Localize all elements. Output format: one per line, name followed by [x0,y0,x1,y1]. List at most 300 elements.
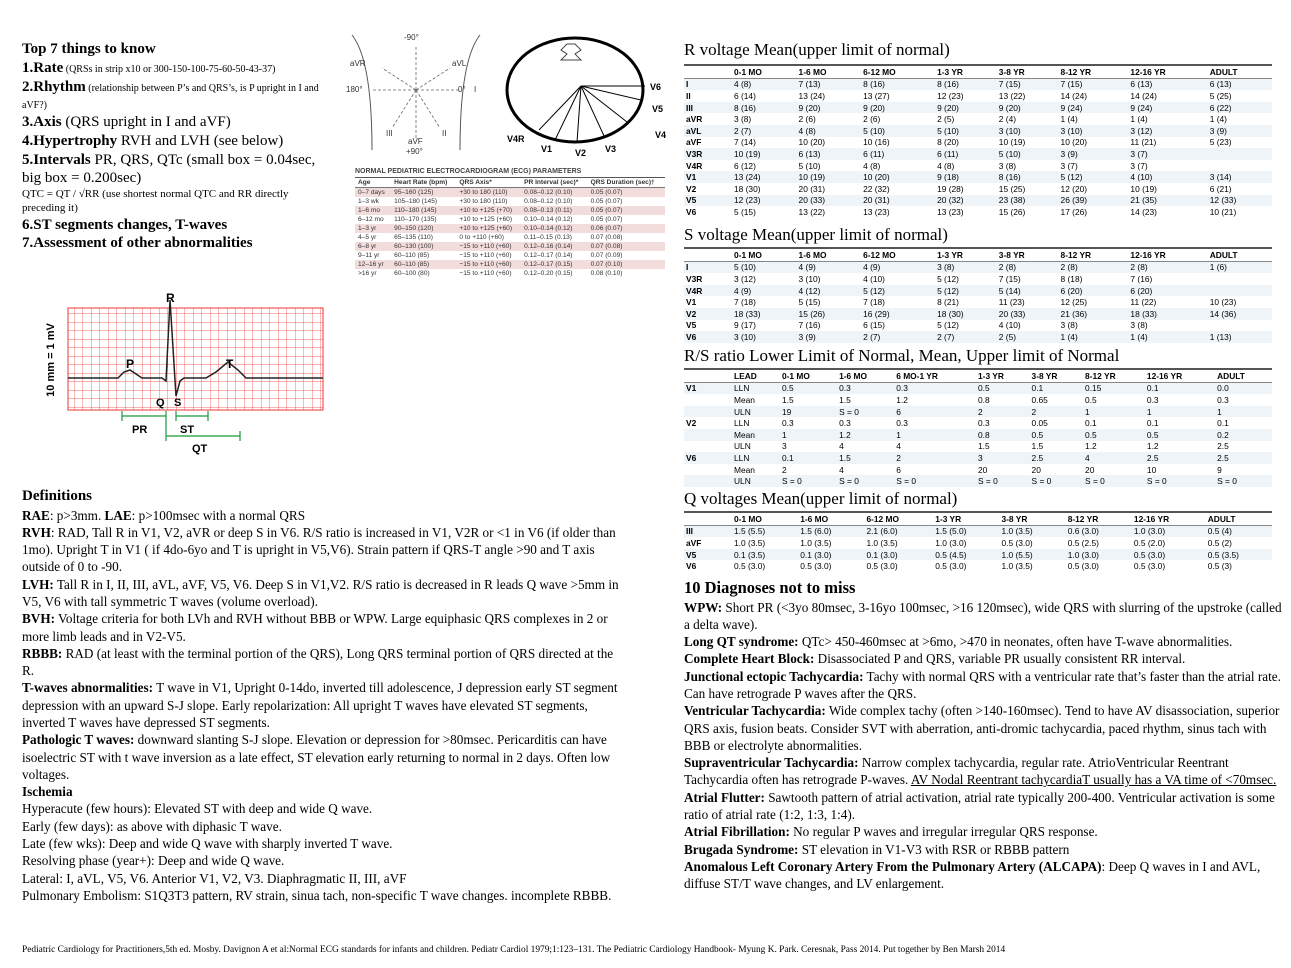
table-cell: 11 (21) [1130,137,1157,148]
def-lae: : p>100msec with a normal QRS [131,507,306,523]
table-cell: 1 [1215,406,1272,418]
table-cell: 1 (4) [1209,114,1227,125]
dx-svt: Narrow complex tachycardia, regular rate. AtrioVentricular Reentrant Tachycardia often has retrograde P-waves. [684,755,1229,788]
table-cell: 7 (15) [998,273,1021,284]
table-cell: 18 (33) [1128,308,1207,320]
table-cell: 7 (18) [863,297,885,308]
table-cell: aVF [686,137,702,148]
table-cell: 0.6 (3.0) [1066,525,1132,537]
table-cell: 6 (11) [861,148,935,160]
table-cell: 5 (10) [997,148,1059,160]
ecg-label-st: ST [180,424,195,436]
def-pulmonary-embolism: Pulmonary Embolism: S1Q3T3 pattern, RV strain, sinua tach, non-specific T wave changes. incomplete RBBB. [22,887,612,903]
dx-jet: Tachy with normal QRS with a ventricular rate that’s faster than the atrial rate. Can have retrograde P waves after the QRS. [684,668,1281,702]
column-header: 1-3 YR [933,513,999,525]
table-cell: 2 (4) [998,114,1017,125]
table-cell: 3 (8) [734,114,752,125]
column-header: 6-12 MO [861,249,935,261]
table-cell: 0.5 (2.0) [1133,537,1166,548]
table-cell: 0.3 [1146,394,1159,405]
table-cell: 60–130 (100) [391,242,456,251]
table-cell: 2.5 [1145,452,1215,464]
item-rhythm-text: (relationship between P’s and QRS’s, is P upright in I and aVF?) [22,82,319,112]
lead-v4r-label: V4R [507,134,525,144]
table-cell: V1 [684,171,732,183]
table-cell: −15 to +110 (+60) [459,270,512,277]
table-cell: 3 (10) [798,273,821,284]
table-cell [1208,160,1272,172]
ischemia-early: Early (few days): as above with diphasic T wave. [22,818,282,834]
ped-table [355,178,665,278]
table-cell: 6–12 mo [358,216,384,223]
table-cell: 8 (16) [997,171,1059,183]
table-cell: 1.5 (5.5) [732,525,798,537]
table-cell: 0.5 (3.0) [935,561,967,572]
table-cell: 9 (18) [935,171,997,183]
column-header: PR Interval (sec)* [521,178,587,188]
table-row [684,320,1272,332]
table-cell: 8 (21) [937,297,959,308]
rs-ratio-title: R/S ratio Lower Limit of Normal, Mean, Upper limit of Normal [684,346,1120,365]
axis-label-avl: aVL [452,59,467,68]
ecg-label-pr: PR [132,424,148,436]
table-cell: 13 (23) [863,206,890,217]
q-voltage-table [684,513,1272,572]
column-header: 1-6 MO [798,513,864,525]
column-header: 1-6 MO [797,66,862,78]
column-header: 3-8 YR [997,66,1059,78]
table-cell: 1.0 (5.5) [999,549,1065,561]
dx-vt: Wide complex tachy (often >140-160msec). Tend to have AV disassociation, superior QRS axis, fusion beats. Consider SVT with aberration, anti-dromic tachycardia, paced rhythm, sinus tach with BBB or electrolyte abnormalities. [684,703,1280,753]
table-cell: 5 (10) [935,125,997,137]
frontal-axis-diagram [342,30,490,158]
table-cell: 4 (8) [863,160,881,171]
table-cell: 14 (24) [1130,90,1157,101]
table-cell: 10 (19) [732,148,797,160]
table-cell: 0.5 [780,382,837,394]
column-header: 0-1 MO [732,66,797,78]
column-header: 12-16 YR [1128,249,1207,261]
table-cell: 0.8 [978,394,990,405]
lead-v5-label: V5 [652,104,664,114]
def-bvh-label: BVH: [22,611,55,627]
table-cell: 0.5 (2) [1207,537,1232,548]
table-cell: 10 (19) [1130,183,1157,194]
table-cell: 4 (12) [797,285,862,297]
ischemia-late: Late (few wks): Deep and wide Q wave with sharply inverted T wave. [22,835,393,851]
r-voltage-table [684,66,1272,218]
table-cell: 10 (19) [998,137,1026,148]
table-cell: 1.0 (3.5) [866,537,898,548]
table-cell: 6 (11) [935,148,997,160]
table-row [684,183,1272,195]
table-cell: 0.5 (3.0) [1133,561,1166,572]
def-rbbb-label: RBBB: [22,645,63,661]
table-cell: 7 (16) [1130,273,1153,284]
table-cell: 6 (13) [797,148,862,160]
table-row [355,233,665,242]
table-cell: 8 (18) [1060,273,1083,284]
table-cell: 4 [896,441,901,452]
column-header: 3-8 YR [997,249,1059,261]
ecg-label-r: R [166,291,175,305]
table-cell: 20 [1085,464,1095,475]
table-cell [1208,320,1272,332]
table-cell: 3 (8) [998,160,1017,171]
table-cell: 3 [781,441,787,452]
item-rate-text: (QRSs in strip x10 or 300-150-100-75-60-50-43-37) [63,63,276,75]
table-cell: ULN [732,406,780,418]
table-cell: 3 (10) [1059,125,1129,137]
table-cell: 0.5 [1085,394,1097,405]
table-cell: 4 (9) [861,261,935,273]
table-cell: 0.05 (0.07) [590,216,623,223]
table-cell: 3 (12) [734,273,756,284]
table-cell: 13 (22) [998,90,1026,101]
precordial-leads-diagram [495,30,670,160]
table-cell: 14 (23) [1130,206,1157,217]
table-cell: 20 (31) [798,183,826,194]
column-header: 3-8 YR [1030,370,1084,382]
table-cell: 4 (10) [1128,171,1207,183]
ecg-label-t: T [226,357,234,371]
table-row [684,90,1272,102]
table-cell: 1–3 yr [355,224,391,233]
table-cell: 12 (33) [1208,195,1272,207]
table-row [684,296,1272,308]
column-header: 12-16 YR [1145,370,1215,382]
table-cell: 6 (20) [1128,285,1207,297]
dx-svt-avnrt: AV Nodal Reentrant tachycardiaT usually has a VA time of <70msec. [910,772,1277,788]
table-cell [684,464,732,476]
table-cell: 0.05 (0.07) [588,206,665,215]
table-cell: 7 (13) [797,78,862,90]
column-header: 0-1 MO [780,370,837,382]
table-cell: 60–110 (85) [394,252,430,259]
table-cell: −15 to +110 (+60) [456,242,521,251]
dx-long-qt: QTc> 450-460msec at >6mo, >470 in neonates, often have T-wave abnormalities. [798,634,1233,650]
table-row [684,171,1272,183]
axis-label-180: 180° [346,85,363,94]
table-row [684,429,1272,441]
ecg-waveform-diagram [40,288,330,458]
table-cell: 5 (10) [861,125,935,137]
dx-long-qt-label: Long QT syndrome: [684,634,799,650]
table-cell: 0.1 (3.0) [798,549,864,561]
item-rhythm-label: 2.Rhythm [22,78,86,95]
table-cell: 4 (9) [797,261,862,273]
lead-v2-label: V2 [575,148,587,158]
table-row [684,148,1272,160]
table-cell: 90–150 (120) [391,224,456,233]
dx-afib-label: Atrial Fibrillation: [684,824,790,840]
table-row [684,195,1272,207]
table-cell: 1.5 [1031,441,1044,452]
table-cell: 3 (9) [1208,125,1272,137]
dx-chb: Disassociated P and QRS, variable PR usually consistent RR interval. [814,651,1186,667]
table-cell: 60–110 (85) [391,260,456,269]
table-cell: 0.08–0.13 (0.11) [521,206,587,215]
table-cell: 0.1 (3.0) [864,549,933,561]
table-cell: 14 (24) [1060,90,1088,101]
column-header [684,513,732,525]
table-row [355,224,665,233]
table-cell: 3 (14) [1208,171,1272,183]
table-cell: 1.5 [781,394,794,405]
table-cell: 0.1 [780,452,837,464]
table-cell: 1.5 [978,441,990,452]
table-row [684,406,1272,418]
table-cell: 0.5 (3.0) [734,561,766,572]
table-cell: 6 (13) [1208,78,1272,90]
column-header [684,66,732,78]
table-cell: 0.0 [1215,382,1272,394]
table-cell: V1 [686,297,697,308]
table-cell: V2 [684,308,732,320]
table-cell: 26 (39) [1059,195,1129,207]
q-voltage-title: Q voltages Mean(upper limit of normal) [684,489,958,508]
table-cell: +30 to 180 (110) [459,198,508,205]
item-axis-label: 3.Axis [22,114,62,131]
table-cell: 20 [978,464,988,475]
table-cell: S = 0 [1145,475,1215,487]
table-cell: 9 (20) [997,102,1059,114]
table-cell: 0.1 [1146,418,1159,429]
table-cell: I [684,78,732,90]
table-row [684,308,1272,320]
diagnoses-section [684,577,1284,892]
def-rbbb: RAD (at least with the terminal portion of the QRS), Long QRS terminal portion of QRS directed at the R. [22,645,614,679]
column-header: 1-6 MO [837,370,894,382]
table-cell: Mean [732,429,780,441]
axis-label-ii: II [442,129,447,138]
table-cell: 2.5 [1215,452,1272,464]
table-row [684,525,1272,537]
table-cell: 6 [894,406,976,418]
table-cell: III [684,525,732,537]
table-cell: 0 to +110 (+60) [459,234,505,241]
table-cell: 65–135 (110) [394,234,433,241]
table-row [684,394,1272,406]
table-cell: 12 (25) [1060,297,1088,308]
table-cell: 2 (8) [1128,261,1207,273]
table-cell: 2 (6) [798,114,816,125]
table-cell: 3 (10) [732,331,797,343]
table-cell: S = 0 [894,475,976,487]
def-ischemia-label: Ischemia [22,784,73,800]
table-cell: 0.5 (4.5) [933,549,999,561]
table-cell: +10 to +125 (+70) [456,206,521,215]
table-cell: S = 0 [1030,475,1084,487]
column-header: 0-1 MO [732,513,798,525]
table-cell: 1.2 [837,429,894,441]
def-bvh: Voltage criteria for both LVh and RVH without BBB or WPW. Large equiphasic QRS complexes in 2 or more limb leads and in V2-V5. [22,611,608,644]
table-cell: S = 0 [1083,475,1145,487]
table-cell: −15 to +110 (+60) [459,252,512,259]
table-cell: V5 [684,549,732,561]
table-cell: 5 (12) [937,320,959,331]
table-cell: 22 (32) [863,183,890,194]
table-cell: 2 (7) [732,125,797,137]
table-cell: 4 (8) [797,125,862,137]
table-cell: 13 (22) [798,206,826,217]
column-header: ADULT [1208,66,1272,78]
table-cell: 14 (36) [1208,308,1272,320]
table-cell: V6 [684,452,732,464]
table-cell: V4R [684,285,732,297]
column-header: Heart Rate (bpm) [391,178,456,188]
dx-alcapa-label: Anomalous Left Coronary Artery From the Pulmonary Artery (ALCAPA) [684,858,1102,874]
column-header: ADULT [1215,370,1272,382]
item-hypertrophy-label: 4.Hypertrophy [22,132,118,149]
table-cell: 8 (16) [861,78,935,90]
table-cell: 11 (22) [1130,297,1157,308]
table-cell: 18 (30) [935,308,997,320]
table-cell: 0.3 [1217,394,1229,405]
table-cell: ULN [732,475,780,487]
diagnoses-heading: 10 Diagnoses not to miss [684,578,856,597]
table-cell: 0.5 [1083,429,1145,441]
table-row [684,560,1272,572]
axis-label-zero: 0° [458,85,466,94]
table-cell: 15 (26) [998,206,1026,217]
def-rvh-label: RVH [22,524,51,540]
table-cell: 2 (7) [861,331,935,343]
table-cell: 0.1 [1030,382,1084,394]
table-row [355,251,665,260]
table-cell: 6 (22) [1208,102,1272,114]
table-cell: I [684,261,732,273]
def-lae-label: LAE [104,507,132,523]
table-row [684,273,1272,285]
table-cell: V6 [686,206,697,217]
table-cell: −15 to +110 (+60) [456,260,521,269]
table-cell: 13 (24) [732,171,797,183]
table-cell: 1.0 (3.0) [935,537,967,548]
lead-v4-label: V4 [655,130,667,140]
s-voltage-table [684,249,1272,343]
table-cell: V4R [686,160,703,171]
column-header: 12-16 YR [1132,513,1206,525]
table-cell: 1 (6) [1208,261,1272,273]
table-cell: 1.0 (3.5) [999,525,1065,537]
column-header: 1-3 YR [976,370,1030,382]
item-intervals-label: 5.Intervals [22,151,91,168]
ecg-ylabel: 10 mm = 1 mV [45,323,57,397]
table-cell: 15 (25) [998,183,1026,194]
table-row [684,475,1272,487]
table-cell: V3R [684,148,732,160]
table-cell: 0.1 [1145,382,1215,394]
table-cell: 1 (4) [1128,331,1207,343]
table-cell: 1 [1083,406,1145,418]
table-cell: 1.0 (3.5) [1001,561,1033,572]
table-cell: +10 to +125 (+60) [459,216,513,223]
table-cell: 5 (12) [937,273,959,284]
s-voltage-title: S voltage Mean(upper limit of normal) [684,225,948,244]
table-row [684,549,1272,561]
table-cell: II [686,90,691,101]
table-cell: 1–6 mo [355,206,391,215]
table-row [684,285,1272,297]
table-cell: 4 [839,464,844,475]
table-cell: 0.3 [894,382,976,394]
table-cell: 10 (19) [797,171,862,183]
table-cell: 21 (35) [1128,195,1207,207]
top7-heading: Top 7 things to know [22,41,156,57]
table-cell: 7 (15) [997,78,1059,90]
table-cell: S = 0 [837,406,894,418]
definitions-heading: Definitions [22,488,93,504]
dx-brugada-label: Brugada Syndrome: [684,841,799,857]
table-cell: 20 (32) [935,195,997,207]
dx-afib: No regular P waves and irregular irregular QRS response. [789,824,1098,840]
table-cell: 2.1 (6.0) [864,525,933,537]
table-cell: V2 [686,418,697,429]
table-cell [684,394,732,406]
dx-wpw: Short PR (<3yo 80msec, 3-16yo 100msec, >16 120msec), wide QRS with slurring of the upstroke (called a delta wave). [684,599,1282,632]
table-cell: 1 [894,429,976,441]
table-cell: 6 (20) [1059,285,1129,297]
table-cell: S = 0 [1215,475,1272,487]
table-cell: +30 to 180 (110) [456,188,521,198]
table-cell: 3 (12) [1128,125,1207,137]
table-row [355,269,665,278]
column-header: 1-6 MO [797,249,862,261]
table-cell: V6 [684,331,732,343]
table-cell: 12 (20) [1060,183,1088,194]
table-cell: 3 (7) [1128,148,1207,160]
definitions-section [22,487,622,904]
table-cell: 9 [1217,464,1222,475]
ecg-label-p: P [126,357,135,371]
table-row [684,113,1272,125]
table-cell: 0.12–0.16 (0.14) [521,242,587,251]
table-cell: 11 (23) [998,297,1025,308]
table-cell: 0.5 (2.5) [1067,537,1099,548]
table-cell: 5 (25) [1209,90,1232,101]
dx-brugada: ST elevation in V1-V3 with RSR or RBBB pattern [798,841,1070,857]
table-cell: 0.5 [1030,429,1084,441]
table-cell [684,406,732,418]
table-cell: 8 (16) [935,78,997,90]
table-cell: 0.07 (0.08) [588,242,665,251]
table-cell: 0.08–0.12 (0.10) [521,188,587,198]
table-cell: 1.5 (6.0) [798,525,864,537]
column-header: 6 MO-1 YR [894,370,976,382]
table-cell: 20 [1031,464,1041,475]
table-cell: 0.1 [1217,418,1229,429]
table-cell: 5 (23) [1209,137,1232,148]
table-cell: 6 (12) [734,160,756,171]
table-cell: 9 (24) [1059,102,1129,114]
ecg-label-q: Q [156,397,165,409]
table-row [684,382,1272,394]
table-cell: ULN [734,441,751,452]
dx-vt-label: Ventricular Tachycardia: [684,703,826,719]
table-cell: 0.05 (0.07) [590,198,623,205]
table-cell: 0.1 [1085,418,1097,429]
column-header: 6-12 MO [861,66,935,78]
table-cell: 5 (14) [997,285,1059,297]
table-cell: 9 (20) [797,102,862,114]
table-row [355,215,665,224]
top7-section [22,40,322,253]
table-cell: S = 0 [976,475,1030,487]
axis-label-avr: aVR [350,59,366,68]
table-cell: aVF [686,537,702,548]
table-row [355,260,665,269]
